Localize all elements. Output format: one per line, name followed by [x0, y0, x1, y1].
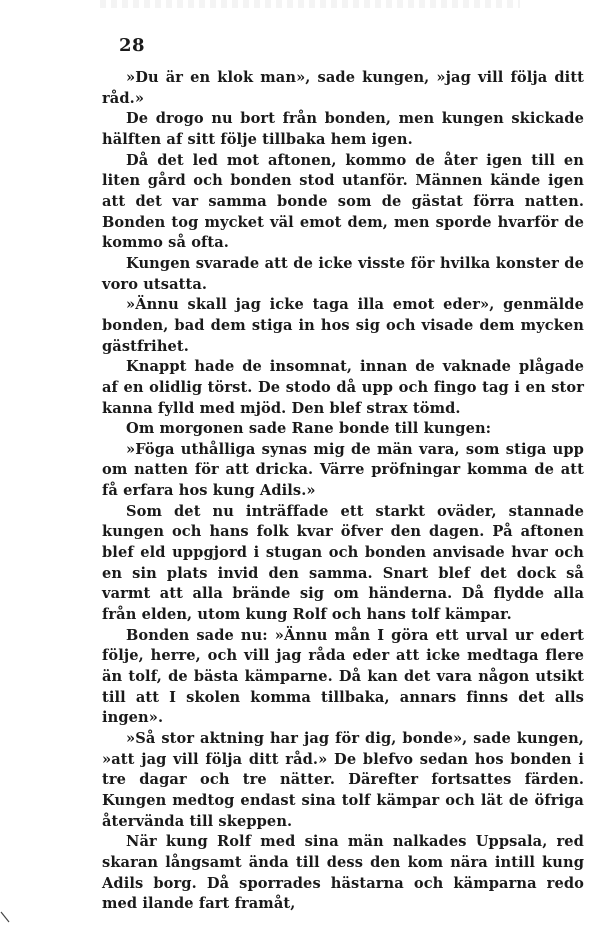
show-through-text	[100, 0, 520, 8]
paragraph-11: »Så stor aktning har jag för dig, bonde», sade kungen, »att jag vill följa ditt råd.» De blefvo sedan hos bonden i tre dagar och tre nätter. Därefter fortsattes färden. Kungen medtog endast sina tolf kämpar och lät de öfriga återvända till skeppen.	[102, 730, 584, 830]
scan-edge-mark	[0, 910, 14, 924]
paragraph-7: Om morgonen sade Rane bonde till kungen:	[126, 420, 492, 438]
paragraph-1: »Du är en klok man», sade kungen, »jag vill följa ditt råd.»	[102, 69, 584, 107]
paragraph-6: Knappt hade de insomnat, innan de vaknade plågade af en olidlig törst. De stodo då upp och fingo tag i en stor kanna fylld med mjöd. Den blef strax tömd.	[102, 358, 584, 417]
paragraph-8: »Föga uthålliga synas mig de män vara, som stiga upp om natten för att dricka. Värre pröfningar komma de att få erfara hos kung Adils.»	[102, 440, 584, 500]
paragraph-4: Kungen svarade att de icke visste för hvilka konster de voro utsatta.	[102, 254, 584, 293]
paragraph-5: »Ännu skall jag icke taga illa emot eder», genmälde bonden, bad dem stiga in hos sig och visade dem mycken gästfrihet.	[102, 296, 584, 355]
paragraph-9: Som det nu inträffade ett starkt oväder, stannade kungen och hans folk kvar öfver den dagen. På aftonen blef eld uppgjord i stugan och bonden anvisade hvar och en sin plats invid den samma. Snart blef det dock så varmt att alla brände sig om händerna. Då flydde alla från elden, utom kung Rolf och hans tolf kämpar.	[102, 502, 584, 624]
paragraph-10: Bonden sade nu: »Ännu mån I göra ett urval ur edert följe, herre, och vill jag råda eder att icke medtaga flere än tolf, de bästa kämparne. Då kan det vara någon utsikt till att I skolen komma tillbaka, annars finns det alls ingen».	[102, 626, 584, 727]
page-number: 28	[119, 35, 146, 56]
paragraph-3: Då det led mot aftonen, kommo de åter igen till en liten gård och bonden stod utanför. Männen kände igen att det var samma bonde som de gästat förra natten. Bonden tog mycket väl emot dem, men sporde hvarför de kommo så ofta.	[102, 151, 584, 252]
paragraph-2: De drogo nu bort från bonden, men kungen skickade hälften af sitt följe tillbaka hem igen.	[102, 110, 584, 148]
body-text	[102, 68, 584, 915]
paragraph-12: När kung Rolf med sina män nalkades Uppsala, red skaran långsamt ända till dess den kom nära intill kung Adils borg. Då sporrades hästarna och kämparna redo med ilande fart framåt,	[102, 833, 584, 913]
